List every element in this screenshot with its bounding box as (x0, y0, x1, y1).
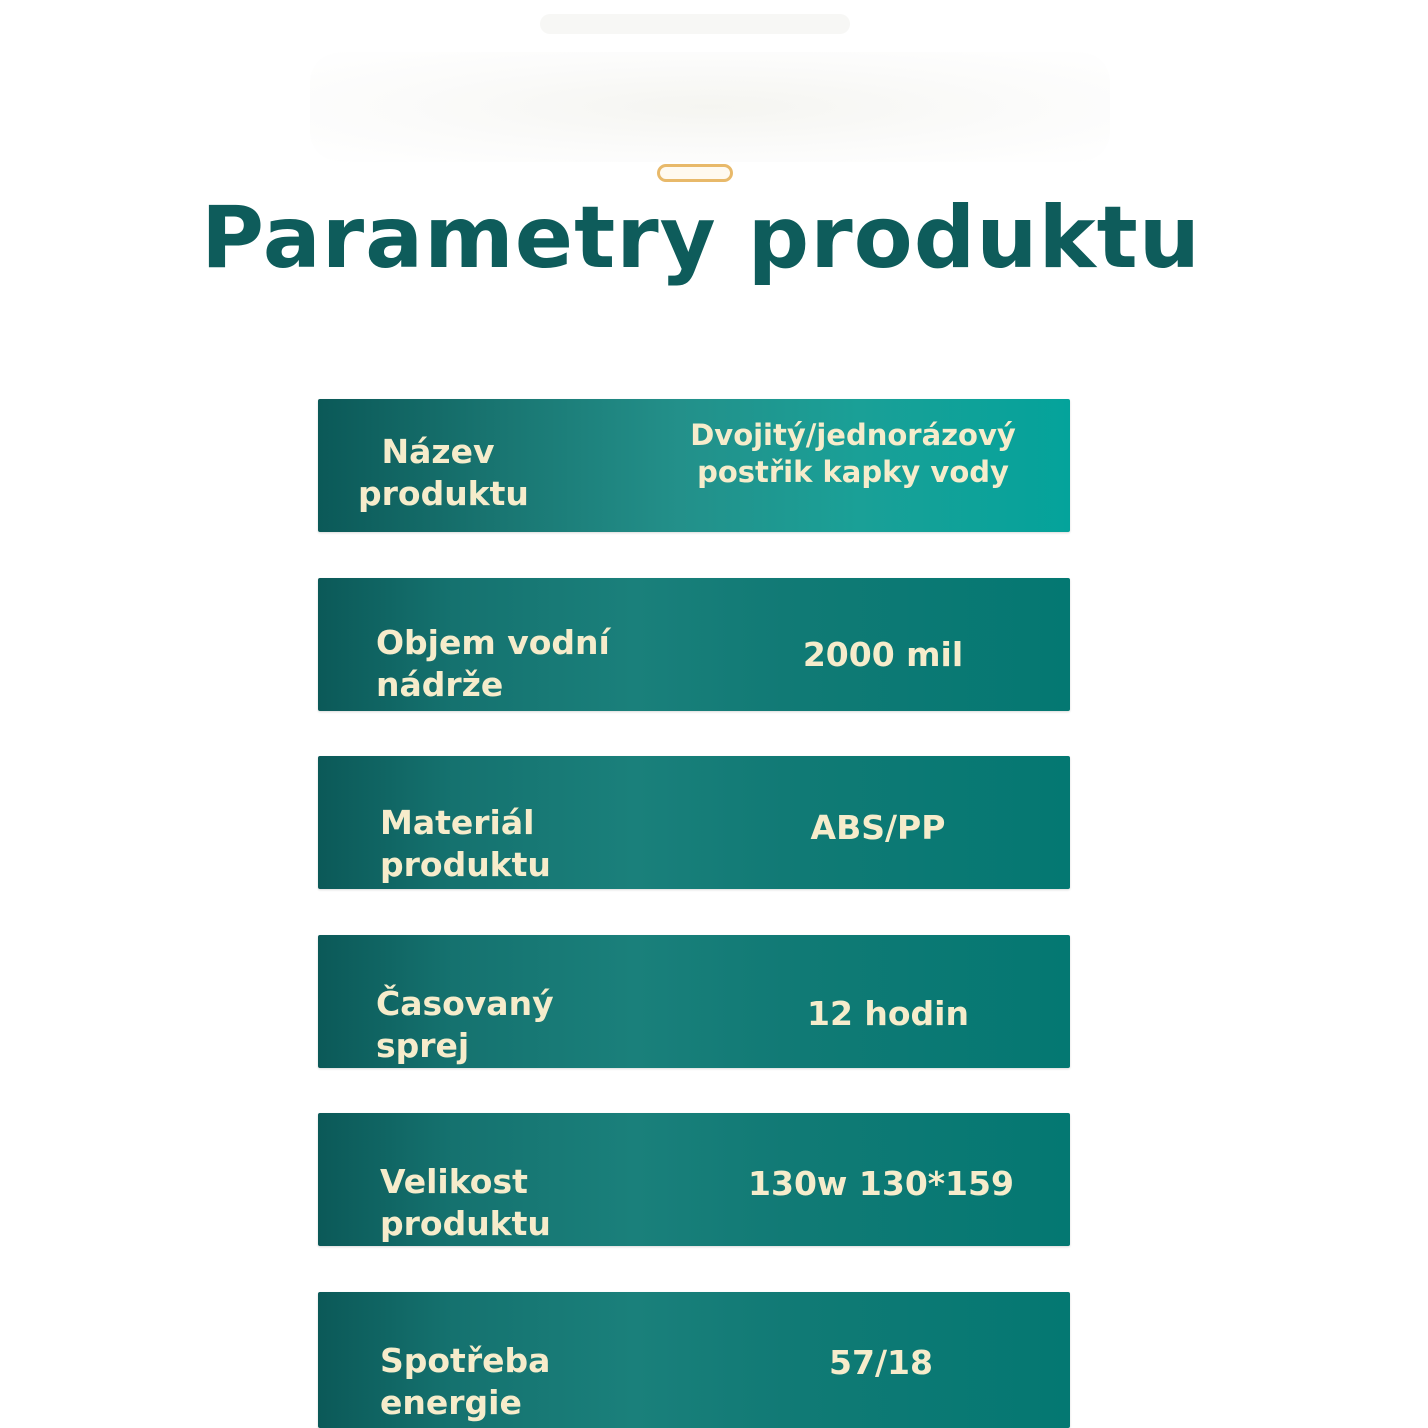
param-value: 57/18 (829, 1343, 933, 1382)
param-row-product-size (318, 1113, 1070, 1246)
param-label: Název produktu (358, 432, 529, 513)
param-row-timed-spray (318, 935, 1070, 1068)
param-row-material (318, 756, 1070, 889)
param-label: Spotřeba energie (380, 1341, 551, 1422)
param-value: 2000 mil (802, 635, 964, 674)
faded-header-band (310, 52, 1110, 162)
faded-header-strip (540, 14, 850, 34)
param-label: Časovaný sprej (376, 984, 554, 1065)
param-row-product-name (318, 399, 1070, 532)
page-title: Parametry produktu (200, 188, 1202, 288)
param-value: 130w 130*159 (748, 1164, 1014, 1203)
param-label: Materiál produktu (380, 803, 551, 884)
param-value: 12 hodin (806, 994, 969, 1033)
param-label: Velikost produktu (380, 1162, 551, 1243)
param-row-tank-volume (318, 578, 1070, 711)
decorative-pill (657, 164, 733, 182)
param-value: Dvojitý/jednorázový postřik kapky vody (690, 418, 1016, 489)
param-row-power-consumption (318, 1292, 1070, 1428)
param-label: Objem vodní nádrže (376, 623, 610, 704)
param-value: ABS/PP (810, 808, 946, 847)
